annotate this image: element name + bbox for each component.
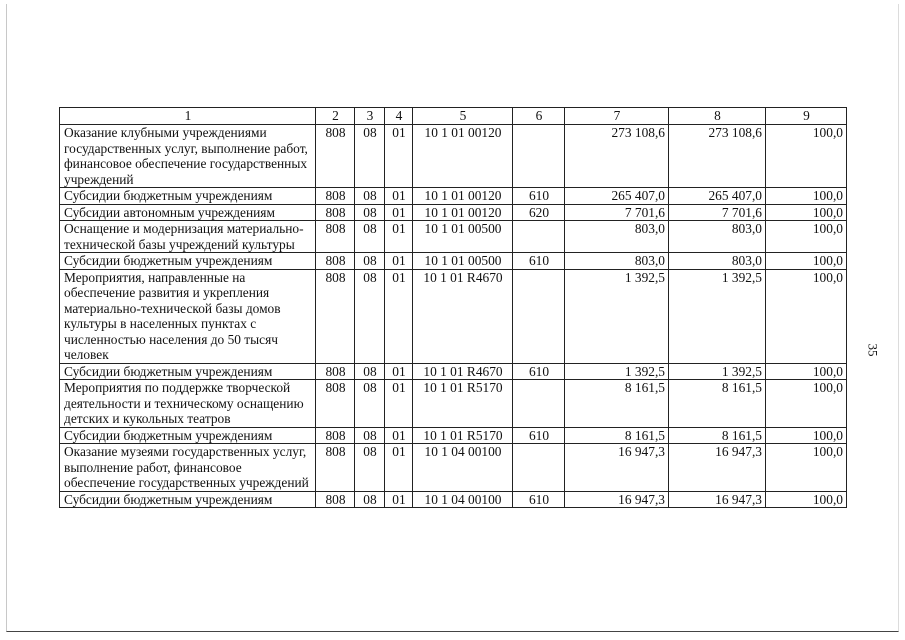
cell-expense-type	[513, 380, 565, 428]
table-row	[60, 204, 847, 221]
cell-section: 08	[355, 188, 385, 205]
cell-executed: 8 161,5	[669, 427, 766, 444]
page-number: 35	[865, 343, 881, 357]
cell-target-article: 10 1 04 00100	[413, 444, 513, 492]
cell-admin-code: 808	[316, 427, 355, 444]
cell-subsection: 01	[385, 363, 413, 380]
cell-percent: 100,0	[766, 444, 847, 492]
cell-section: 08	[355, 363, 385, 380]
cell-name: Оказание клубными учреждениями государственных услуг, выполнение работ, финансовое обеспечение государственных учреждений	[60, 125, 316, 188]
table-row	[60, 491, 847, 508]
cell-target-article: 10 1 01 R4670	[413, 363, 513, 380]
cell-subsection: 01	[385, 269, 413, 363]
cell-admin-code: 808	[316, 253, 355, 270]
cell-target-article: 10 1 01 R5170	[413, 427, 513, 444]
table-row	[60, 269, 847, 363]
cell-admin-code: 808	[316, 444, 355, 492]
cell-section: 08	[355, 269, 385, 363]
cell-admin-code: 808	[316, 125, 355, 188]
cell-executed: 1 392,5	[669, 269, 766, 363]
cell-subsection: 01	[385, 204, 413, 221]
cell-subsection: 01	[385, 427, 413, 444]
cell-name: Субсидии бюджетным учреждениям	[60, 491, 316, 508]
cell-expense-type: 610	[513, 491, 565, 508]
cell-executed: 7 701,6	[669, 204, 766, 221]
cell-target-article: 10 1 01 00120	[413, 188, 513, 205]
cell-section: 08	[355, 221, 385, 253]
cell-subsection: 01	[385, 444, 413, 492]
cell-name: Субсидии бюджетным учреждениям	[60, 427, 316, 444]
cell-admin-code: 808	[316, 363, 355, 380]
cell-planned: 803,0	[565, 253, 669, 270]
cell-percent: 100,0	[766, 253, 847, 270]
cell-planned: 8 161,5	[565, 380, 669, 428]
cell-name: Мероприятия по поддержке творческой деятельности и техническому оснащению детских и кукольных театров	[60, 380, 316, 428]
cell-executed: 1 392,5	[669, 363, 766, 380]
cell-planned: 16 947,3	[565, 444, 669, 492]
cell-planned: 16 947,3	[565, 491, 669, 508]
cell-name: Мероприятия, направленные на обеспечение развития и укрепления материально-технической базы домов культуры в населенных пунктах с численностью населения до 50 тысяч человек	[60, 269, 316, 363]
cell-percent: 100,0	[766, 363, 847, 380]
cell-name: Субсидии автономным учреждениям	[60, 204, 316, 221]
cell-executed: 8 161,5	[669, 380, 766, 428]
cell-name: Субсидии бюджетным учреждениям	[60, 253, 316, 270]
cell-percent: 100,0	[766, 491, 847, 508]
cell-percent: 100,0	[766, 380, 847, 428]
cell-executed: 16 947,3	[669, 444, 766, 492]
cell-expense-type	[513, 444, 565, 492]
cell-name: Оснащение и модернизация материально-технической базы учреждений культуры	[60, 221, 316, 253]
cell-admin-code: 808	[316, 204, 355, 221]
cell-expense-type: 610	[513, 363, 565, 380]
cell-expense-type: 610	[513, 188, 565, 205]
table-row	[60, 380, 847, 428]
cell-admin-code: 808	[316, 269, 355, 363]
cell-target-article: 10 1 01 00500	[413, 253, 513, 270]
cell-planned: 273 108,6	[565, 125, 669, 188]
cell-subsection: 01	[385, 253, 413, 270]
cell-name: Оказание музеями государственных услуг, выполнение работ, финансовое обеспечение государственных учреждений	[60, 444, 316, 492]
cell-percent: 100,0	[766, 204, 847, 221]
cell-target-article: 10 1 01 00500	[413, 221, 513, 253]
cell-section: 08	[355, 380, 385, 428]
cell-target-article: 10 1 01 00120	[413, 125, 513, 188]
cell-executed: 273 108,6	[669, 125, 766, 188]
table-row	[60, 125, 847, 188]
header-col-5: 5	[413, 108, 513, 125]
cell-expense-type	[513, 125, 565, 188]
cell-expense-type	[513, 221, 565, 253]
cell-admin-code: 808	[316, 188, 355, 205]
cell-subsection: 01	[385, 380, 413, 428]
cell-section: 08	[355, 491, 385, 508]
table-row	[60, 427, 847, 444]
cell-executed: 16 947,3	[669, 491, 766, 508]
cell-subsection: 01	[385, 188, 413, 205]
table-row	[60, 221, 847, 253]
header-col-1: 1	[60, 108, 316, 125]
cell-expense-type: 610	[513, 427, 565, 444]
cell-planned: 803,0	[565, 221, 669, 253]
cell-section: 08	[355, 204, 385, 221]
cell-percent: 100,0	[766, 269, 847, 363]
cell-section: 08	[355, 444, 385, 492]
cell-expense-type	[513, 269, 565, 363]
cell-target-article: 10 1 01 R5170	[413, 380, 513, 428]
cell-section: 08	[355, 427, 385, 444]
cell-executed: 265 407,0	[669, 188, 766, 205]
header-row	[60, 108, 847, 125]
cell-percent: 100,0	[766, 188, 847, 205]
table-row	[60, 253, 847, 270]
cell-admin-code: 808	[316, 491, 355, 508]
budget-table	[59, 107, 847, 508]
header-col-2: 2	[316, 108, 355, 125]
cell-admin-code: 808	[316, 380, 355, 428]
cell-planned: 7 701,6	[565, 204, 669, 221]
cell-percent: 100,0	[766, 427, 847, 444]
table-row	[60, 444, 847, 492]
cell-target-article: 10 1 01 00120	[413, 204, 513, 221]
cell-planned: 265 407,0	[565, 188, 669, 205]
cell-expense-type: 610	[513, 253, 565, 270]
cell-planned: 1 392,5	[565, 363, 669, 380]
header-col-9: 9	[766, 108, 847, 125]
table-row	[60, 363, 847, 380]
cell-executed: 803,0	[669, 253, 766, 270]
cell-subsection: 01	[385, 491, 413, 508]
table-row	[60, 188, 847, 205]
cell-name: Субсидии бюджетным учреждениям	[60, 363, 316, 380]
cell-target-article: 10 1 04 00100	[413, 491, 513, 508]
cell-subsection: 01	[385, 125, 413, 188]
cell-expense-type: 620	[513, 204, 565, 221]
cell-executed: 803,0	[669, 221, 766, 253]
cell-admin-code: 808	[316, 221, 355, 253]
cell-planned: 1 392,5	[565, 269, 669, 363]
header-col-4: 4	[385, 108, 413, 125]
header-col-7: 7	[565, 108, 669, 125]
cell-section: 08	[355, 253, 385, 270]
header-col-6: 6	[513, 108, 565, 125]
cell-percent: 100,0	[766, 221, 847, 253]
cell-percent: 100,0	[766, 125, 847, 188]
cell-section: 08	[355, 125, 385, 188]
cell-planned: 8 161,5	[565, 427, 669, 444]
cell-subsection: 01	[385, 221, 413, 253]
header-col-3: 3	[355, 108, 385, 125]
cell-name: Субсидии бюджетным учреждениям	[60, 188, 316, 205]
cell-target-article: 10 1 01 R4670	[413, 269, 513, 363]
header-col-8: 8	[669, 108, 766, 125]
